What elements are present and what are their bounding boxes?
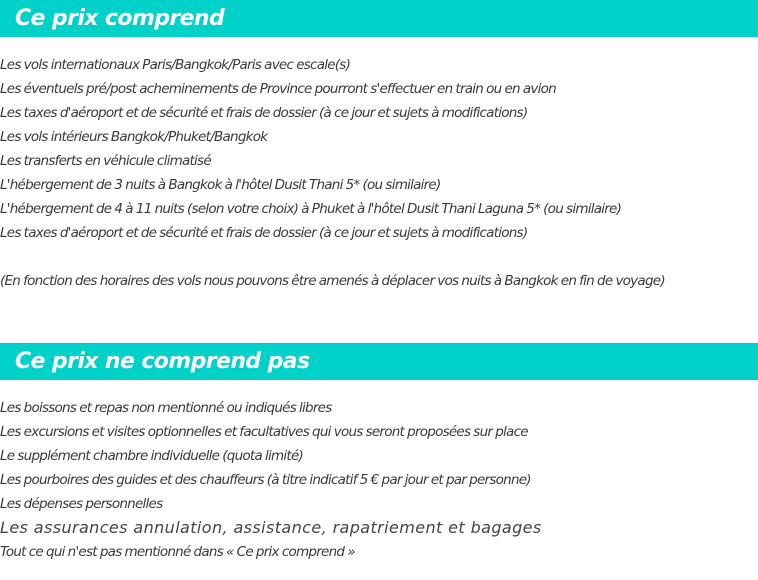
excluded-item: Le supplément chambre individuelle (quota limité) — [0, 448, 304, 464]
included-item: Les vols intérieurs Bangkok/Phuket/Bangkok — [0, 129, 268, 145]
included-item: L'hébergement de 3 nuits à Bangkok à l'hôtel Dusit Thani 5* (ou similaire) — [0, 177, 441, 193]
excluded-item: Tout ce qui n'est pas mentionné dans « Ce prix comprend » — [0, 544, 355, 560]
included-item: L'hébergement de 4 à 11 nuits (selon votre choix) à Phuket à l'hôtel Dusit Thani Laguna 5* (ou similaire) — [0, 201, 622, 217]
list-spacer — [0, 245, 665, 269]
included-list — [0, 53, 665, 293]
included-item: Les transferts en véhicule climatisé — [0, 153, 211, 169]
excluded-item: Les boissons et repas non mentionné ou indiqués libres — [0, 400, 332, 416]
included-item: Les éventuels pré/post acheminements de Province pourront s'effectuer en train ou en avion — [0, 81, 556, 97]
excluded-item: Les pourboires des guides et des chauffeurs (à titre indicatif 5 € par jour et par personne) — [0, 472, 531, 488]
excluded-item: Les assurances annulation, assistance, rapatriement et bagages — [0, 518, 542, 537]
included-item: Les taxes d'aéroport et de sécurité et frais de dossier (à ce jour et sujets à modifications) — [0, 225, 528, 241]
section-title-excluded: Ce prix ne comprend pas — [15, 349, 310, 374]
included-item: Les vols internationaux Paris/Bangkok/Paris avec escale(s) — [0, 57, 351, 73]
excluded-item: Les excursions et visites optionnelles et facultatives qui vous seront proposées sur place — [0, 424, 528, 440]
section-title-included: Ce prix comprend — [15, 6, 225, 31]
included-item: Les taxes d'aéroport et de sécurité et frais de dossier (à ce jour et sujets à modifications) — [0, 105, 528, 121]
section-header-excluded — [0, 343, 758, 380]
section-header-included — [0, 0, 758, 37]
excluded-item: Les dépenses personnelles — [0, 496, 163, 512]
excluded-list — [0, 396, 542, 564]
included-note: (En fonction des horaires des vols nous pouvons être amenés à déplacer vos nuits à Bangkok en fin de voyage) — [0, 273, 665, 289]
